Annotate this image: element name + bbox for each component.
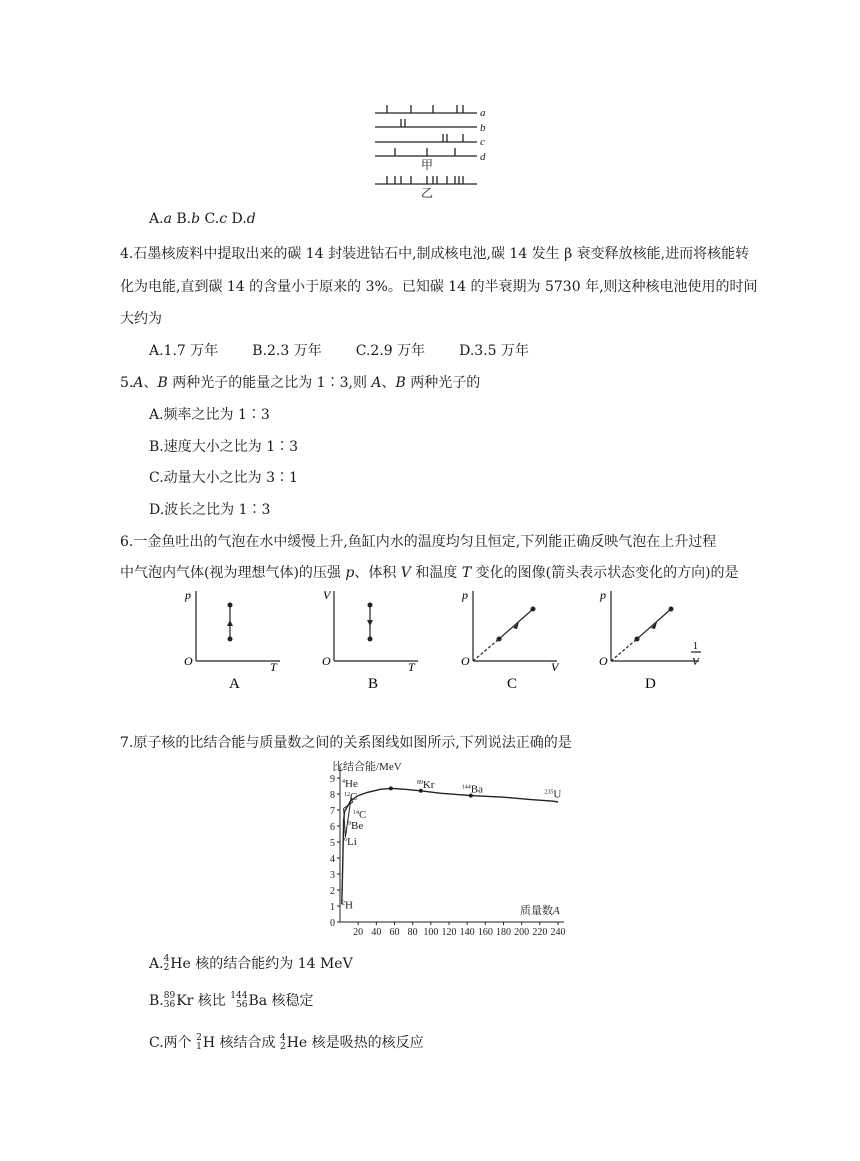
- q6-stem-line1: 6.一金鱼吐出的气泡在水中缓慢上升,鱼缸内水的温度均匀且恒定,下列能正确反映气泡在上升过程: [120, 534, 717, 550]
- spectrum-label-a: a: [480, 107, 486, 119]
- q4-stem-line1: 4.石墨核废料中提取出来的碳 14 封装进钴石中,制成核电池,碳 14 发生 β 衰变释放核能,进而将核能转: [120, 246, 750, 262]
- nucleus-label-c: $^{12}$C: [344, 791, 358, 803]
- q4-stem-line2: 化为电能,直到碳 14 的含量小于原来的 3%。已知碳 14 的半衰期为 5730 年,则这种核电池使用的时间: [120, 279, 758, 295]
- q6b-letter: B: [368, 676, 379, 692]
- q7-stem: 7.原子核的比结合能与质量数之间的关系图线如图所示,下列说法正确的是: [120, 735, 572, 751]
- q6a-xlabel: T: [270, 660, 277, 674]
- q4-option-b: B.2.3 万年: [252, 343, 322, 359]
- q6-graph-a: [178, 585, 288, 693]
- q6a-letter: A: [229, 676, 240, 692]
- q7-option-b: B. 89 36 Kr 核比 144 56 Ba 核稳定: [149, 991, 314, 1010]
- nucleus-label-h: $^2$H: [342, 899, 353, 912]
- q6c-ylabel: p: [462, 588, 468, 602]
- q3-option-b: b: [191, 211, 201, 227]
- q6d-xlabel-num: 1: [693, 641, 698, 652]
- spectra-figure: [365, 98, 495, 200]
- x-tick-label: 120: [441, 927, 457, 938]
- x-tick-label: 140: [459, 927, 475, 938]
- nucleus-label-li: $^6$Li: [344, 836, 357, 849]
- y-tick-label: 2: [330, 886, 335, 897]
- y-tick-label: 5: [330, 838, 335, 849]
- q4-stem-line3: 大约为: [120, 311, 162, 327]
- q6c-letter: C: [507, 676, 518, 692]
- q4-option-d: D.3.5 万年: [459, 343, 530, 359]
- q6b-xlabel: T: [408, 660, 415, 674]
- data-point: [389, 786, 393, 790]
- q7-option-c: C.两个 2 1 H 核结合成 4 2 He 核是吸热的核反应: [149, 1033, 424, 1052]
- y-tick-label: 6: [330, 822, 335, 833]
- x-tick-label: 160: [477, 927, 493, 938]
- spectrum-label-c: c: [480, 136, 485, 148]
- y-tick-label: 3: [330, 870, 335, 881]
- q5-option-d: D.波长之比为 1∶3: [149, 502, 271, 518]
- x-tick-label: 40: [371, 927, 382, 938]
- q3-option-b-prefix: B.: [171, 211, 192, 227]
- spectrum-label-yi: 乙: [421, 186, 434, 200]
- q3-option-c: c: [219, 211, 228, 227]
- y-tick-label: 0: [330, 918, 335, 929]
- q5-option-b: B.速度大小之比为 1∶3: [149, 439, 299, 455]
- q6a-ylabel: p: [185, 588, 191, 602]
- nucleus-label-be: $^9$Be: [348, 819, 364, 832]
- spectrum-label-b: b: [480, 122, 486, 134]
- y-tick-label: 9: [330, 774, 335, 785]
- x-tick-label: 240: [550, 927, 566, 938]
- spectrum-label-jia: 甲: [421, 158, 434, 172]
- y-tick-label: 7: [330, 806, 335, 817]
- q3-option-d-prefix: D.: [227, 211, 247, 227]
- q6-graph-b: [316, 585, 426, 693]
- q6-stem-line2: 中气泡内气体(视为理想气体)的压强 p、体积 V 和温度 T 变化的图像(箭头表示状态变化的方向)的是: [120, 565, 739, 581]
- nucleus-label-he: $^4$He: [342, 778, 358, 791]
- q6b-ylabel: V: [323, 588, 331, 602]
- q4-options: [149, 340, 563, 360]
- q5-option-a: A.频率之比为 1∶3: [149, 407, 270, 423]
- binding-energy-curve: [342, 788, 558, 904]
- q4-option-c: C.2.9 万年: [355, 343, 426, 359]
- x-tick-label: 100: [423, 927, 439, 938]
- q3-option-d: d: [246, 211, 256, 227]
- q6d-letter: D: [645, 676, 656, 692]
- x-tick-label: 60: [389, 927, 400, 938]
- q5-option-c: C.动量大小之比为 3∶1: [149, 470, 298, 486]
- x-axis-label: 质量数A: [520, 905, 560, 917]
- y-tick-label: 1: [330, 902, 335, 913]
- nucleus-label-c: $^{14}$C: [353, 809, 367, 821]
- spectrum-label-d: d: [480, 151, 486, 163]
- q7-option-a: A. 4 2 He 核的结合能约为 14 MeV: [149, 954, 353, 973]
- q6a-origin: O: [184, 654, 193, 668]
- nucleus-label-u: $^{235}$U: [544, 788, 562, 801]
- q3-option-a-prefix: A.: [149, 211, 164, 227]
- q6-graph-d: [593, 585, 708, 693]
- x-tick-label: 80: [407, 927, 418, 938]
- q6c-xlabel: V: [551, 660, 559, 674]
- q3-option-c-prefix: C.: [200, 211, 220, 227]
- y-axis-label: 比结合能/MeV: [332, 761, 402, 773]
- q5-stem: 5.A、B 两种光子的能量之比为 1∶3,则 A、B 两种光子的: [120, 375, 481, 391]
- q4-option-a: A.1.7 万年: [149, 343, 219, 359]
- nucleus-label-kr: $^{89}$Kr: [416, 778, 435, 791]
- q6d-ylabel: p: [600, 588, 606, 602]
- q3-option-a: a: [163, 211, 172, 227]
- binding-energy-chart: [316, 756, 576, 938]
- x-tick-label: 200: [514, 927, 530, 938]
- q6d-origin: O: [599, 654, 608, 668]
- q6d-xlabel-den: V: [692, 656, 699, 668]
- y-tick-label: 8: [330, 790, 335, 801]
- x-tick-label: 220: [532, 927, 548, 938]
- q6b-origin: O: [322, 654, 331, 668]
- y-tick-label: 4: [330, 854, 335, 865]
- x-tick-label: 180: [496, 927, 511, 938]
- x-tick-label: 20: [353, 927, 364, 938]
- nucleus-label-ba: $^{144}$Ba: [461, 783, 484, 796]
- q3-options: [149, 211, 256, 227]
- q6-graph-c: [455, 585, 565, 693]
- q6c-origin: O: [461, 654, 470, 668]
